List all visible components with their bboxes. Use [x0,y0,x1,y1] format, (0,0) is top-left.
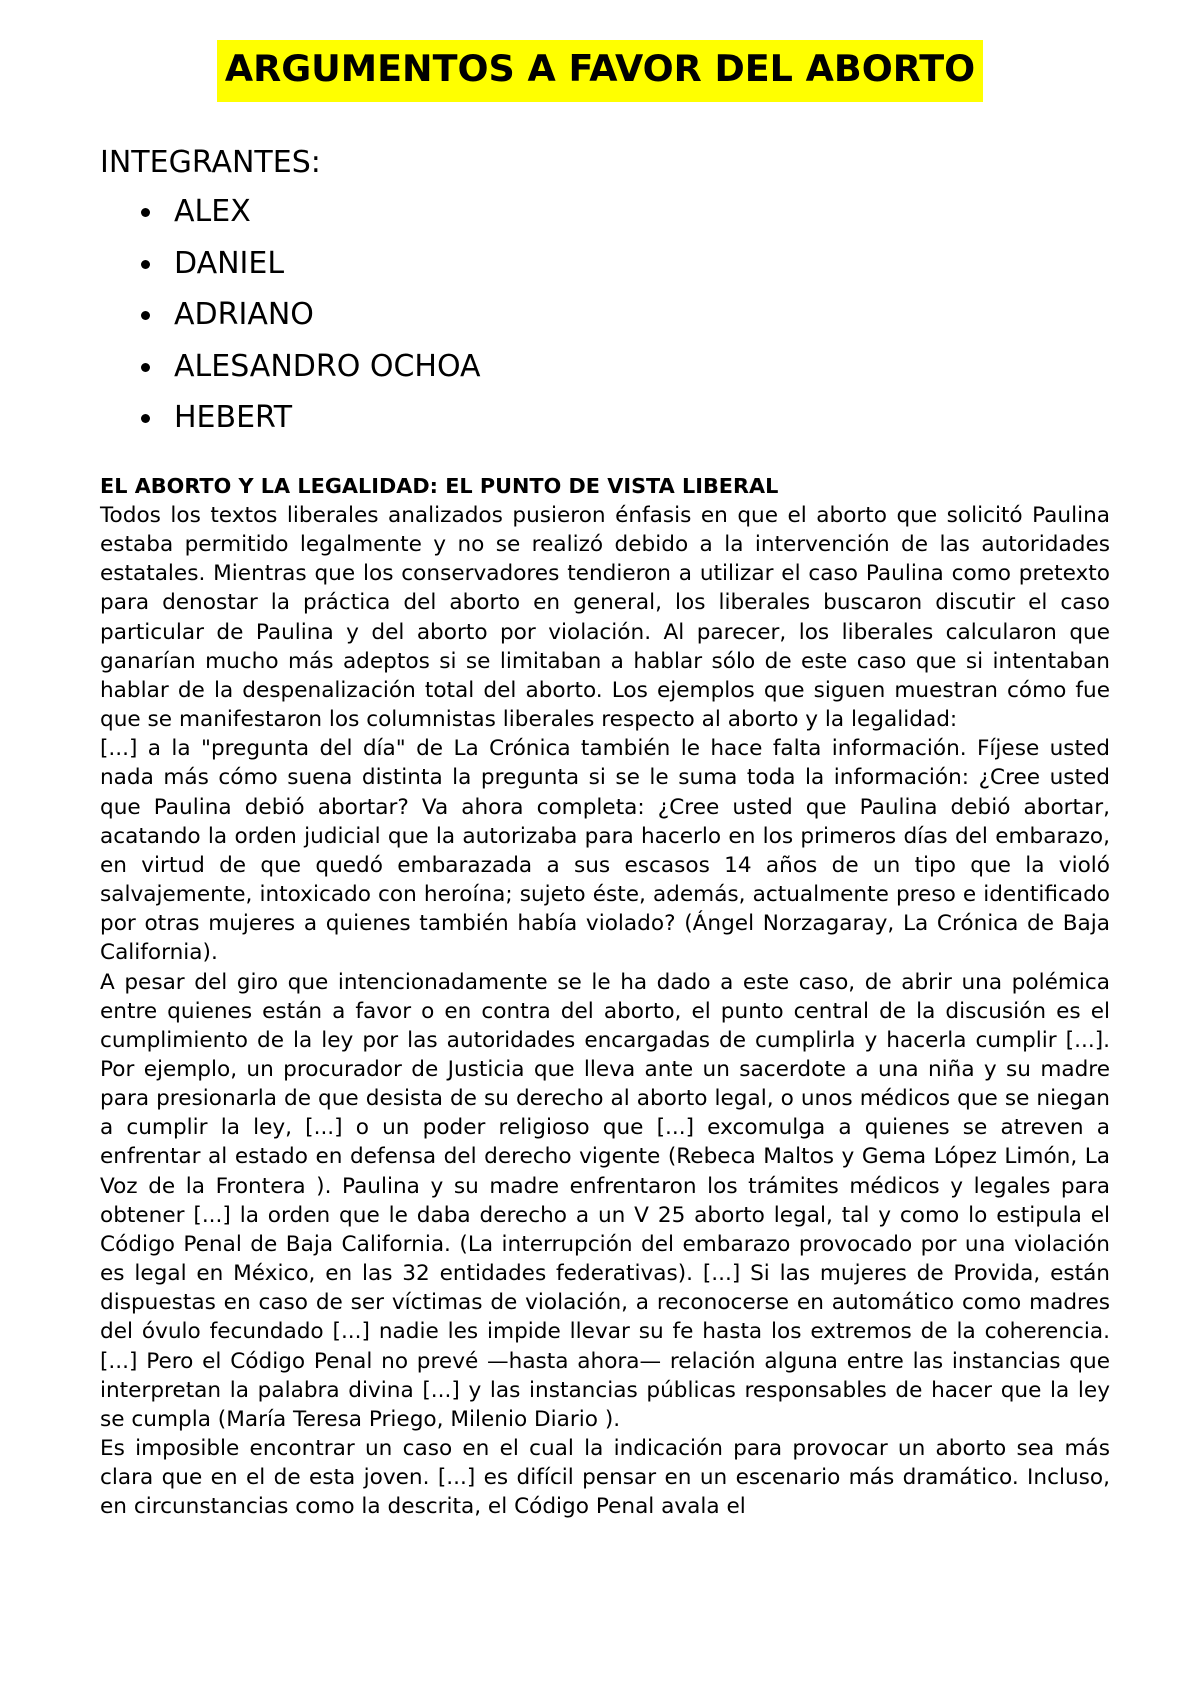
bullet-icon [141,208,150,217]
member-item [100,186,481,238]
member-name: ADRIANO [174,297,314,332]
document-body [100,472,1110,1521]
body-paragraph: [...] a la "pregunta del día" de La Crónica también le hace falta información. Fíjese usted nada más cómo suena distinta la pregunta si se le suma toda la información: ¿Cree usted que Paulina debió abortar? Va ahora completa: ¿Cree usted que Paulina debió abortar, acatando la orden judicial que la autorizaba para hacerlo en los primeros días del embarazo, en virtud de que quedó embarazada a sus escasos 14 años de un tipo que la violó salvajemente, intoxicado con heroína; sujeto éste, además, actualmente preso e identificado por otras mujeres a quienes también había violado? (Ángel Norzagaray, La Crónica de Baja California). [100,736,1110,966]
member-name: DANIEL [174,245,285,281]
body-paragraph: Todos los textos liberales analizados pusieron énfasis en que el aborto que solicitó Paulina estaba permitido legalmente y no se realizó debido a la intervención de las autoridades estatales. Mientras que los conservadores tendieron a utilizar el caso Paulina como pretexto para denostar la práctica del aborto en general, los liberales buscaron discutir el caso particular de Paulina y del aborto por violación. Al parecer, los liberales calcularon que ganarían mucho más adeptos si se limitaban a hablar sólo de este caso que si intentaban hablar de la despenalización total del aborto. Los ejemplos que siguen muestran cómo fue que se manifestaron los columnistas liberales respecto al aborto y la legalidad: [100,503,1110,733]
bullet-icon [141,311,150,320]
member-item [100,392,481,444]
member-name: HEBERT [174,400,293,435]
members-list [100,186,481,444]
bullet-icon [141,414,150,423]
bullet-icon [141,363,150,372]
member-item [100,341,481,393]
member-item [100,238,481,290]
body-paragraph: A pesar del giro que intencionadamente se le ha dado a este caso, de abrir una polémica entre quienes están a favor o en contra del aborto, el punto central de la discusión es el cumplimiento de la ley por las autoridades encargadas de cumplirla y hacerla cumplir [...]. Por ejemplo, un procurador de Justicia que lleva ante un sacerdote a una niña y su madre para presionarla de que desista de su derecho al aborto legal, o unos médicos que se niegan a cumplir la ley, [...] o un poder religioso que [...] excomulga a quienes se atreven a enfrentar al estado en defensa del derecho vigente (Rebeca Maltos y Gema López Limón, La Voz de la Frontera ). Paulina y su madre enfrentaron los trámites médicos y legales para obtener [...] la orden que le daba derecho a un V 25 aborto legal, tal y como lo estipula el Código Penal de Baja California. (La interrupción del embarazo provocado por una violación es legal en México, en las 32 entidades federativas). [...] Si las mujeres de Provida, están dispuestas en caso de ser víctimas de violación, a reconocerse en automático como madres del óvulo fecundado [...] nadie les impide llevar su fe hasta los extremos de la coherencia. [...] Pero el Código Penal no prevé —hasta ahora— relación alguna entre las instancias que interpretan la palabra divina [...] y las instancias públicas responsables de hacer que la ley se cumpla (María Teresa Priego, Milenio Diario ). [100,969,1110,1432]
members-label: INTEGRANTES: [100,145,321,180]
title-container [0,40,1200,102]
body-paragraph: Es imposible encontrar un caso en el cual la indicación para provocar un aborto sea más clara que en el de esta joven. [...] es difícil pensar en un escenario más dramático. Incluso, en circunstancias como la descrita, el Código Penal avala el [100,1436,1110,1520]
document-title: ARGUMENTOS A FAVOR DEL ABORTO [217,40,983,102]
section-heading: EL ABORTO Y LA LEGALIDAD: EL PUNTO DE VISTA LIBERAL [100,474,779,498]
member-name: ALESANDRO OCHOA [174,348,481,384]
members-section [100,140,481,444]
bullet-icon [141,260,150,269]
member-item [100,289,481,341]
member-name: ALEX [174,194,251,229]
